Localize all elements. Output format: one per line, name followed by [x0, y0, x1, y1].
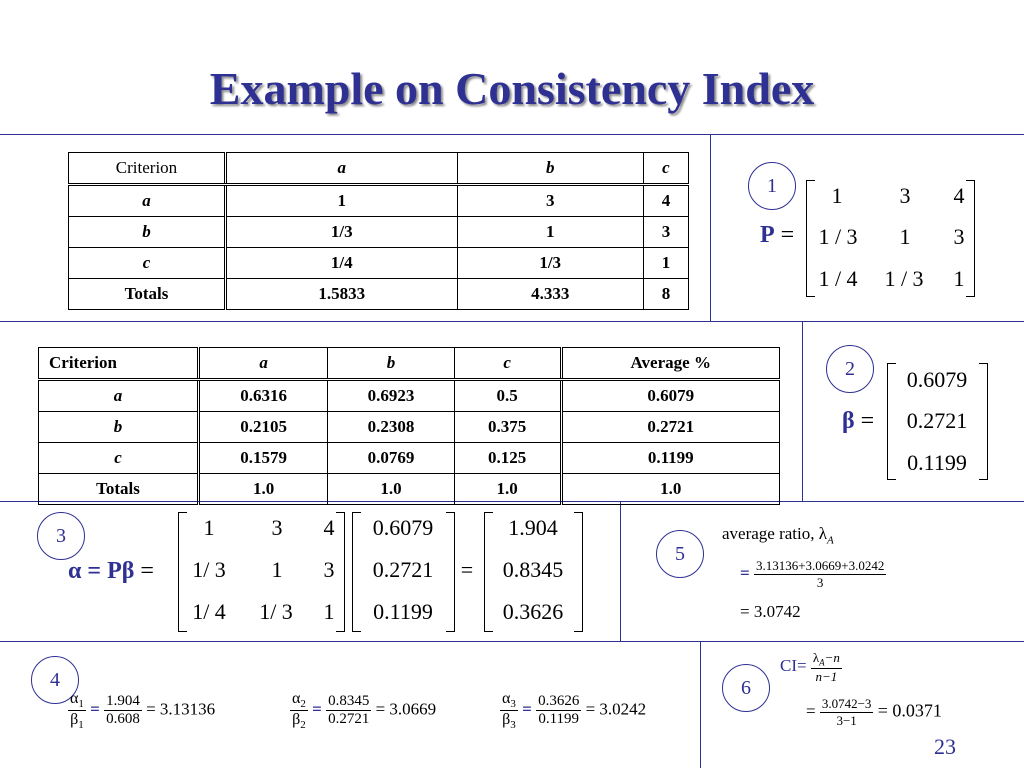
vector-cell: 0.1199 [373, 599, 433, 624]
table-row [69, 279, 689, 310]
step-1-badge: 1 [748, 162, 796, 210]
table-header: c [454, 348, 561, 380]
matrix-cell: 1 [899, 224, 911, 249]
matrix-cell: 3 [271, 515, 283, 540]
page-title: Example on Consistency Index [209, 63, 815, 114]
ratio-2: $\frac{\alpha_2}{\beta_2}$ = $\frac{0.8345}{0.2721}$ = 3.0669 [292, 690, 437, 732]
table-cell: 0.6079 [561, 380, 779, 412]
alpha-lhs: α = Pβ = [68, 558, 154, 584]
comparison-table [68, 152, 689, 310]
divider-v4 [700, 641, 701, 768]
table-cell: Totals [69, 279, 226, 310]
ratio-3: $\frac{\alpha_3}{\beta_3}$ = $\frac{0.3626}{0.1199}$ = 3.0242 [502, 690, 647, 732]
bracket-right [446, 512, 455, 632]
table-cell: 3 [643, 217, 688, 248]
avg-ratio-formula: = $\frac{3.13136+3.0669+3.0242}{3}$ [740, 558, 885, 590]
table-cell: a [69, 185, 226, 217]
table-header: a [199, 348, 328, 380]
ci-result: = $\frac{3.0742-3}{3-1}$ = 0.0371 [806, 696, 942, 728]
table-cell: 1.0 [454, 474, 561, 505]
table-cell: 1/3 [226, 217, 458, 248]
matrix-cell: 1 [271, 557, 283, 582]
table-cell: 1 [226, 185, 458, 217]
vector-cell: 0.2721 [372, 557, 434, 582]
matrix-cell: 1 / 4 [818, 266, 858, 291]
table-cell: 1/4 [226, 248, 458, 279]
table-cell: 0.0769 [328, 443, 455, 474]
table-row [39, 412, 780, 443]
table-row [39, 443, 780, 474]
table-cell: 0.1199 [561, 443, 779, 474]
bracket-right [574, 512, 583, 632]
matrix-cell: 1 [323, 599, 335, 624]
matrix-cell: 4 [323, 515, 335, 540]
result-cell: 1.904 [508, 515, 558, 540]
table-row [69, 217, 689, 248]
result-cell: 0.8345 [502, 557, 564, 582]
avg-ratio-result: = 3.0742 [740, 602, 801, 621]
matrix-cell: 1 [831, 183, 843, 208]
table-cell: 0.2721 [561, 412, 779, 443]
table-header: Criterion [39, 348, 199, 380]
table-cell: 1 [457, 217, 643, 248]
table-cell: 0.2308 [328, 412, 455, 443]
table-cell: 0.375 [454, 412, 561, 443]
table-cell: 0.5 [454, 380, 561, 412]
divider-v3 [620, 501, 621, 641]
table-cell: 1/3 [457, 248, 643, 279]
matrix-cell: 1/ 3 [192, 557, 226, 582]
divider-v1 [710, 134, 711, 321]
table-cell: b [69, 217, 226, 248]
table-header: a [226, 153, 458, 185]
matrix-cell: 1 [203, 515, 215, 540]
table-cell: 1.0 [328, 474, 455, 505]
step-4-badge: 4 [31, 656, 79, 704]
step-3-badge: 3 [37, 512, 85, 560]
matrix-cell: 3 [953, 224, 965, 249]
table-row [69, 248, 689, 279]
table-cell: 4.333 [457, 279, 643, 310]
matrix-cell: 4 [953, 183, 965, 208]
table-cell: 0.6923 [328, 380, 455, 412]
table-row [39, 474, 780, 505]
matrix-cell: 1/ 3 [259, 599, 293, 624]
table-cell: 1.5833 [226, 279, 458, 310]
matrix-cell: 1 / 3 [818, 224, 858, 249]
step-5-badge: 5 [656, 530, 704, 578]
step-6-badge: 6 [722, 664, 770, 712]
table-cell: 1.0 [561, 474, 779, 505]
table-cell: 4 [643, 185, 688, 217]
matrix-cell: 1 [953, 266, 965, 291]
table-cell: a [39, 380, 199, 412]
table-cell: 0.1579 [199, 443, 328, 474]
table-cell: 1 [643, 248, 688, 279]
page-number: 23 [934, 734, 956, 759]
result-cell: 0.3626 [502, 599, 564, 624]
divider-v2 [802, 321, 803, 501]
table-cell: 0.2105 [199, 412, 328, 443]
table-header: b [457, 153, 643, 185]
table-cell: c [69, 248, 226, 279]
divider-4 [0, 641, 1024, 642]
bracket-right [979, 363, 988, 480]
table-row [69, 185, 689, 217]
vector-cell: 0.6079 [906, 367, 968, 392]
vector-cell: 0.6079 [372, 515, 434, 540]
table-cell: Totals [39, 474, 199, 505]
table-header: Average % [561, 348, 779, 380]
table-row [39, 380, 780, 412]
table-header: c [643, 153, 688, 185]
vector-cell: 0.1199 [907, 450, 967, 475]
avg-ratio-label: average ratio, $\lambda_A$ [722, 524, 834, 547]
divider-2 [0, 321, 1024, 322]
beta-label: β = [842, 408, 875, 434]
table-cell: c [39, 443, 199, 474]
matrix-cell: 1/ 4 [192, 599, 226, 624]
step-2-badge: 2 [826, 345, 874, 393]
table-cell: 0.6316 [199, 380, 328, 412]
divider-top [0, 134, 1024, 135]
matrix-cell: 3 [899, 183, 911, 208]
ci-formula: CI= $\frac{\lambda_A-n}{n-1}$ [780, 650, 840, 684]
vector-cell: 0.2721 [906, 408, 968, 433]
matrix-cell: 3 [323, 557, 335, 582]
table-cell: b [39, 412, 199, 443]
table-cell: 8 [643, 279, 688, 310]
matrix-p-label: P = [760, 222, 795, 248]
table-cell: 0.125 [454, 443, 561, 474]
normalized-table [38, 347, 780, 505]
ratio-1: $\frac{\alpha_1}{\beta_1}$ = $\frac{1.904}{0.608}$ = 3.13136 [70, 690, 216, 732]
equals-sign: = [460, 557, 474, 582]
table-cell: 3 [457, 185, 643, 217]
table-header: b [328, 348, 455, 380]
table-cell: 1.0 [199, 474, 328, 505]
table-header: Criterion [69, 153, 226, 185]
matrix-cell: 1 / 3 [884, 266, 924, 291]
